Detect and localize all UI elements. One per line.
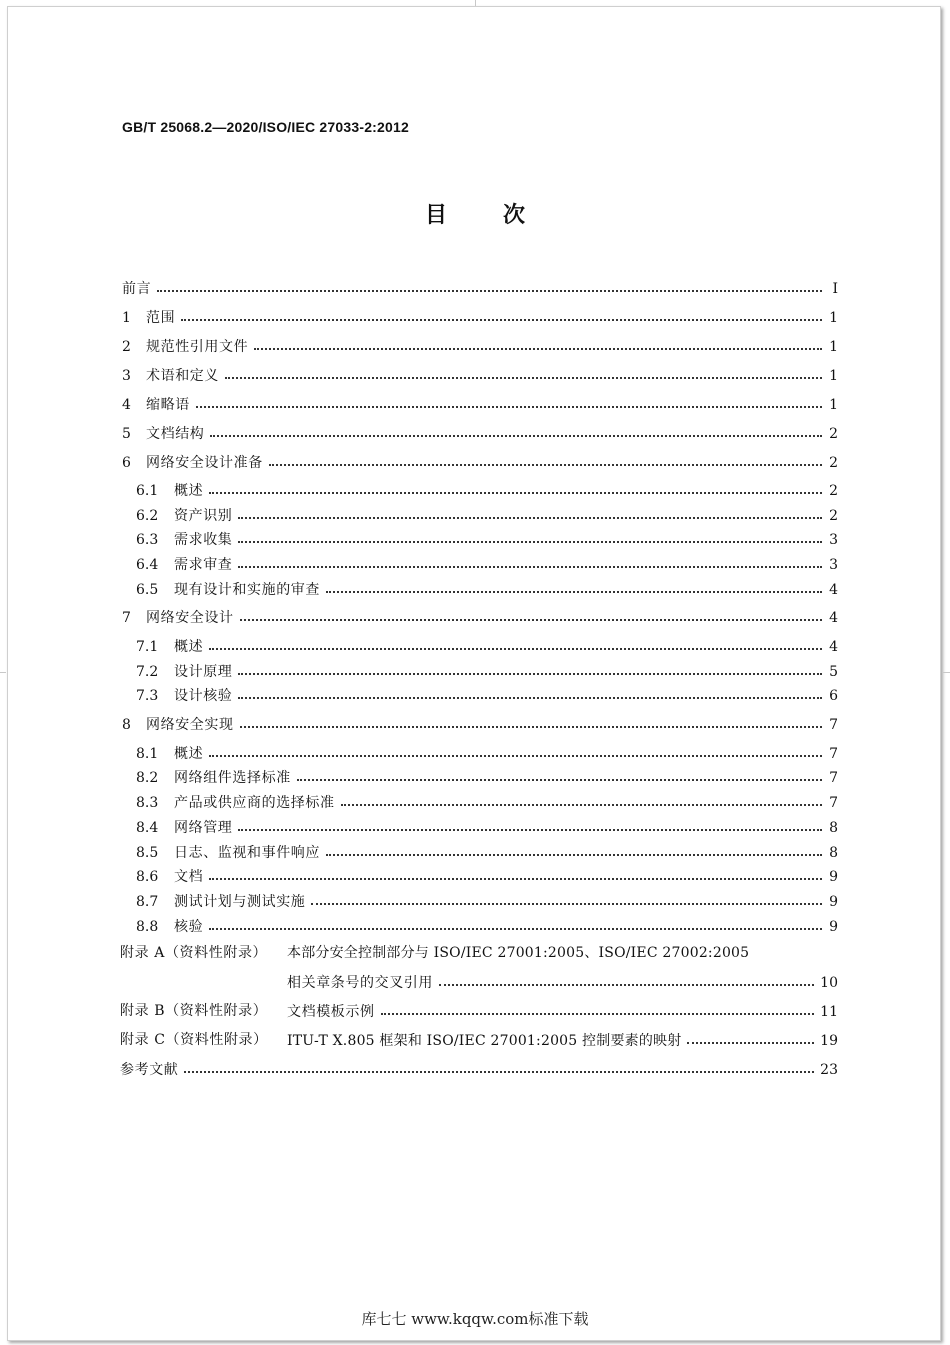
dot-leader — [209, 927, 822, 930]
toc-label: 网络组件选择标准 — [174, 770, 291, 786]
toc-label: 资产识别 — [174, 508, 233, 524]
toc-number: 7.1 — [136, 639, 159, 655]
toc-label: 范围 — [146, 310, 176, 326]
toc-page: 8 — [829, 820, 838, 836]
dot-leader — [181, 318, 822, 321]
toc-number: 7.2 — [136, 664, 159, 680]
dot-leader — [209, 647, 822, 650]
toc-entry-8-6[interactable] — [136, 864, 838, 886]
toc-entry-foreword[interactable] — [122, 276, 838, 298]
title-char-1: 目 — [424, 203, 447, 228]
toc-label: 设计原理 — [174, 664, 233, 680]
toc-page: 1 — [829, 368, 838, 384]
dot-leader — [326, 853, 822, 856]
toc-page: 23 — [820, 1062, 838, 1078]
toc-number: 6.2 — [136, 508, 159, 524]
toc-page: 7 — [829, 795, 838, 811]
toc-entry-6-4[interactable] — [136, 552, 838, 574]
toc-page: 2 — [829, 483, 838, 499]
toc-label: ITU-T X.805 框架和 ISO/IEC 27001:2005 控制要素的映射 — [287, 1033, 682, 1049]
dot-leader — [297, 778, 822, 781]
dot-leader — [238, 828, 822, 831]
crop-mark — [942, 672, 950, 673]
toc-entry-bibliography[interactable] — [120, 1057, 838, 1079]
toc-number: 6.1 — [136, 483, 159, 499]
toc-page: 11 — [820, 1004, 838, 1020]
toc-label: 产品或供应商的选择标准 — [174, 795, 335, 811]
dot-leader — [341, 803, 822, 806]
toc-page: 2 — [829, 508, 838, 524]
toc-number: 8.8 — [136, 919, 159, 935]
toc-number: 6.3 — [136, 532, 159, 548]
toc-entry-8-8[interactable] — [136, 914, 838, 936]
dot-leader — [225, 376, 822, 379]
toc-number: 8.5 — [136, 845, 159, 861]
footer-watermark: 库七七 www.kqqw.com标准下载 — [361, 1310, 589, 1328]
toc-entry-4[interactable] — [122, 392, 838, 414]
toc-label: 网络安全设计准备 — [146, 455, 263, 471]
toc-label: 规范性引用文件 — [146, 339, 249, 355]
toc-label: 术语和定义 — [146, 368, 219, 384]
toc-label: 网络管理 — [174, 820, 233, 836]
toc-label: 现有设计和实施的审查 — [174, 582, 320, 598]
toc-label: 测试计划与测试实施 — [174, 894, 306, 910]
toc-page: 7 — [829, 770, 838, 786]
dot-leader — [326, 590, 822, 593]
toc-number: 6 — [122, 455, 131, 471]
page-title — [0, 198, 950, 229]
toc-page: 19 — [820, 1033, 838, 1049]
toc-label: 概述 — [174, 483, 204, 499]
toc-entry-8-1[interactable] — [136, 741, 838, 763]
dot-leader — [209, 754, 822, 757]
toc-entry-8-3[interactable] — [136, 790, 838, 812]
toc-number: 8.1 — [136, 746, 159, 762]
toc-page: 1 — [829, 397, 838, 413]
toc-page: 4 — [829, 610, 838, 626]
dot-leader — [238, 565, 822, 568]
toc-number: 7.3 — [136, 688, 159, 704]
dot-leader — [157, 289, 822, 292]
toc-annex-a-title-line1[interactable]: 本部分安全控制部分与 ISO/IEC 27001:2005、ISO/IEC 27002:2005 — [287, 945, 750, 961]
toc-page: 1 — [829, 339, 838, 355]
toc-number: 3 — [122, 368, 131, 384]
toc-entry-6-5[interactable] — [136, 577, 838, 599]
toc-entry-7-3[interactable] — [136, 683, 838, 705]
toc-entry-8-2[interactable] — [136, 765, 838, 787]
toc-label: 文档 — [174, 869, 204, 885]
crop-mark — [475, 0, 476, 6]
dot-leader — [210, 434, 822, 437]
dot-leader — [240, 725, 822, 728]
toc-annex-b-prefix[interactable]: 附录 B（资料性附录） — [120, 1003, 268, 1019]
toc-page: 2 — [829, 426, 838, 442]
toc-page: 9 — [829, 869, 838, 885]
crop-mark — [0, 672, 6, 673]
dot-leader — [254, 347, 822, 350]
toc-number: 8.6 — [136, 869, 159, 885]
toc-entry-6[interactable] — [122, 450, 838, 472]
toc-page: 2 — [829, 455, 838, 471]
toc-entry-2[interactable] — [122, 334, 838, 356]
toc-label: 相关章条号的交叉引用 — [287, 975, 433, 991]
toc-number: 5 — [122, 426, 131, 442]
toc-page: 3 — [829, 532, 838, 548]
toc-label: 文档模板示例 — [287, 1004, 375, 1020]
toc-entry-3[interactable] — [122, 363, 838, 385]
dot-leader — [269, 463, 822, 466]
toc-label: 文档结构 — [146, 426, 205, 442]
toc-entry-6-2[interactable] — [136, 503, 838, 525]
toc-label: 核验 — [174, 919, 204, 935]
dot-leader — [238, 696, 822, 699]
toc-number: 8.2 — [136, 770, 159, 786]
toc-label: 概述 — [174, 639, 204, 655]
toc-page: 4 — [829, 639, 838, 655]
toc-entry-annex-c[interactable] — [287, 1028, 838, 1050]
title-char-2: 次 — [503, 203, 526, 228]
toc-number: 1 — [122, 310, 131, 326]
toc-number: 4 — [122, 397, 131, 413]
toc-number: 8.3 — [136, 795, 159, 811]
toc-number: 8 — [122, 717, 131, 733]
toc-entry-5[interactable] — [122, 421, 838, 443]
standard-code: GB/T 25068.2—2020/ISO/IEC 27033-2:2012 — [122, 119, 409, 135]
toc-number: 8.4 — [136, 820, 159, 836]
dot-leader — [439, 983, 814, 986]
toc-number: 2 — [122, 339, 131, 355]
toc-entry-1[interactable] — [122, 305, 838, 327]
toc-entry-8[interactable] — [122, 712, 838, 734]
toc-number: 7 — [122, 610, 131, 626]
dot-leader — [311, 902, 822, 905]
toc-label: 前言 — [122, 281, 152, 297]
dot-leader — [209, 877, 822, 880]
toc-entry-7-1[interactable] — [136, 634, 838, 656]
toc-entry-8-5[interactable] — [136, 840, 838, 862]
toc-number: 6.4 — [136, 557, 159, 573]
toc-page: 9 — [829, 894, 838, 910]
toc-page: I — [832, 281, 838, 297]
toc-number: 6.5 — [136, 582, 159, 598]
toc-label: 缩略语 — [146, 397, 190, 413]
toc-page: 7 — [829, 746, 838, 762]
dot-leader — [196, 405, 822, 408]
toc-page: 3 — [829, 557, 838, 573]
toc-page: 9 — [829, 919, 838, 935]
dot-leader — [238, 672, 822, 675]
toc-label: 网络安全实现 — [146, 717, 234, 733]
toc-page: 4 — [829, 582, 838, 598]
toc-label: 需求审查 — [174, 557, 233, 573]
toc-annex-c-prefix[interactable]: 附录 C（资料性附录） — [120, 1032, 268, 1048]
dot-leader — [381, 1012, 815, 1015]
toc-entry-6-1[interactable] — [136, 478, 838, 500]
toc-page: 10 — [820, 975, 838, 991]
dot-leader — [209, 491, 822, 494]
toc-entry-annex-b[interactable] — [287, 999, 838, 1021]
dot-leader — [687, 1041, 814, 1044]
toc-number: 8.7 — [136, 894, 159, 910]
toc-page: 6 — [829, 688, 838, 704]
dot-leader — [238, 540, 822, 543]
toc-label: 概述 — [174, 746, 204, 762]
toc-page: 1 — [829, 310, 838, 326]
toc-entry-8-7[interactable] — [136, 889, 838, 911]
toc-label: 网络安全设计 — [146, 610, 234, 626]
toc-label: 需求收集 — [174, 532, 233, 548]
toc-label: 设计核验 — [174, 688, 233, 704]
dot-leader — [184, 1070, 814, 1073]
toc-entry-7[interactable] — [122, 605, 838, 627]
toc-entry-6-3[interactable] — [136, 527, 838, 549]
dot-leader — [238, 516, 822, 519]
toc-entry-7-2[interactable] — [136, 659, 838, 681]
toc-annex-a-prefix[interactable]: 附录 A（资料性附录） — [120, 945, 268, 961]
toc-entry-annex-a[interactable] — [287, 970, 838, 992]
toc-label: 日志、监视和事件响应 — [174, 845, 320, 861]
toc-entry-8-4[interactable] — [136, 815, 838, 837]
toc-page: 8 — [829, 845, 838, 861]
toc-page: 7 — [829, 717, 838, 733]
toc-page: 5 — [829, 664, 838, 680]
dot-leader — [240, 618, 822, 621]
toc-label: 参考文献 — [120, 1062, 179, 1078]
